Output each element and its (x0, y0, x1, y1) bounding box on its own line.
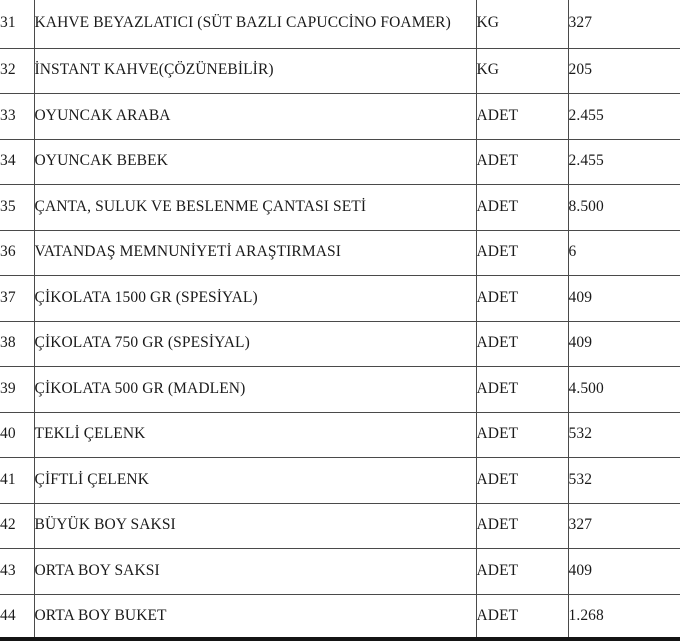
table-row (0, 549, 680, 595)
table-row (0, 230, 680, 276)
row-number-cell: 44 (0, 594, 34, 640)
unit-cell: ADET (476, 594, 568, 640)
table-row (0, 139, 680, 185)
table-row (0, 412, 680, 458)
table-row (0, 367, 680, 413)
quantity-cell: 409 (568, 549, 680, 595)
unit-cell: ADET (476, 503, 568, 549)
unit-cell: ADET (476, 321, 568, 367)
item-name-cell: BÜYÜK BOY SAKSI (34, 503, 476, 549)
table-row (0, 94, 680, 140)
quantity-cell: 2.455 (568, 94, 680, 140)
row-number-cell: 35 (0, 185, 34, 231)
unit-cell: ADET (476, 94, 568, 140)
unit-cell: KG (476, 0, 568, 48)
table-row (0, 185, 680, 231)
unit-cell: ADET (476, 412, 568, 458)
table-row (0, 276, 680, 322)
table-row (0, 503, 680, 549)
item-name-cell: ÇİKOLATA 750 GR (SPESİYAL) (34, 321, 476, 367)
unit-cell: ADET (476, 367, 568, 413)
item-name-cell: ORTA BOY SAKSI (34, 549, 476, 595)
item-name-cell: ÇİKOLATA 500 GR (MADLEN) (34, 367, 476, 413)
quantity-cell: 327 (568, 503, 680, 549)
row-number-cell: 33 (0, 94, 34, 140)
quantity-cell: 532 (568, 412, 680, 458)
item-name-cell: TEKLİ ÇELENK (34, 412, 476, 458)
table-row (0, 594, 680, 640)
row-number-cell: 43 (0, 549, 34, 595)
unit-cell: ADET (476, 185, 568, 231)
row-number-cell: 31 (0, 0, 34, 48)
quantity-cell: 205 (568, 48, 680, 94)
item-name-cell: ORTA BOY BUKET (34, 594, 476, 640)
quantity-cell: 4.500 (568, 367, 680, 413)
row-number-cell: 40 (0, 412, 34, 458)
scan-bottom-edge (0, 637, 680, 641)
item-name-cell: İNSTANT KAHVE(ÇÖZÜNEBİLİR) (34, 48, 476, 94)
quantity-cell: 327 (568, 0, 680, 48)
unit-cell: ADET (476, 276, 568, 322)
table-row (0, 458, 680, 504)
quantity-cell: 2.455 (568, 139, 680, 185)
unit-cell: ADET (476, 458, 568, 504)
row-number-cell: 32 (0, 48, 34, 94)
unit-cell: ADET (476, 139, 568, 185)
quantity-cell: 8.500 (568, 185, 680, 231)
item-name-cell: ÇİFTLİ ÇELENK (34, 458, 476, 504)
row-number-cell: 37 (0, 276, 34, 322)
row-number-cell: 36 (0, 230, 34, 276)
row-number-cell: 38 (0, 321, 34, 367)
quantity-cell: 409 (568, 321, 680, 367)
quantity-cell: 6 (568, 230, 680, 276)
quantity-cell: 1.268 (568, 594, 680, 640)
table-row (0, 48, 680, 94)
unit-cell: ADET (476, 230, 568, 276)
quantity-cell: 532 (568, 458, 680, 504)
row-number-cell: 41 (0, 458, 34, 504)
row-number-cell: 42 (0, 503, 34, 549)
table-row (0, 0, 680, 48)
item-name-cell: OYUNCAK BEBEK (34, 139, 476, 185)
unit-cell: KG (476, 48, 568, 94)
item-name-cell: VATANDAŞ MEMNUNİYETİ ARAŞTIRMASI (34, 230, 476, 276)
item-name-cell: ÇİKOLATA 1500 GR (SPESİYAL) (34, 276, 476, 322)
row-number-cell: 34 (0, 139, 34, 185)
quantity-cell: 409 (568, 276, 680, 322)
item-name-cell: KAHVE BEYAZLATICI (SÜT BAZLI CAPUCCİNO FOAMER) (34, 0, 476, 48)
item-name-cell: ÇANTA, SULUK VE BESLENME ÇANTASI SETİ (34, 185, 476, 231)
row-number-cell: 39 (0, 367, 34, 413)
unit-cell: ADET (476, 549, 568, 595)
table-row (0, 321, 680, 367)
item-name-cell: OYUNCAK ARABA (34, 94, 476, 140)
